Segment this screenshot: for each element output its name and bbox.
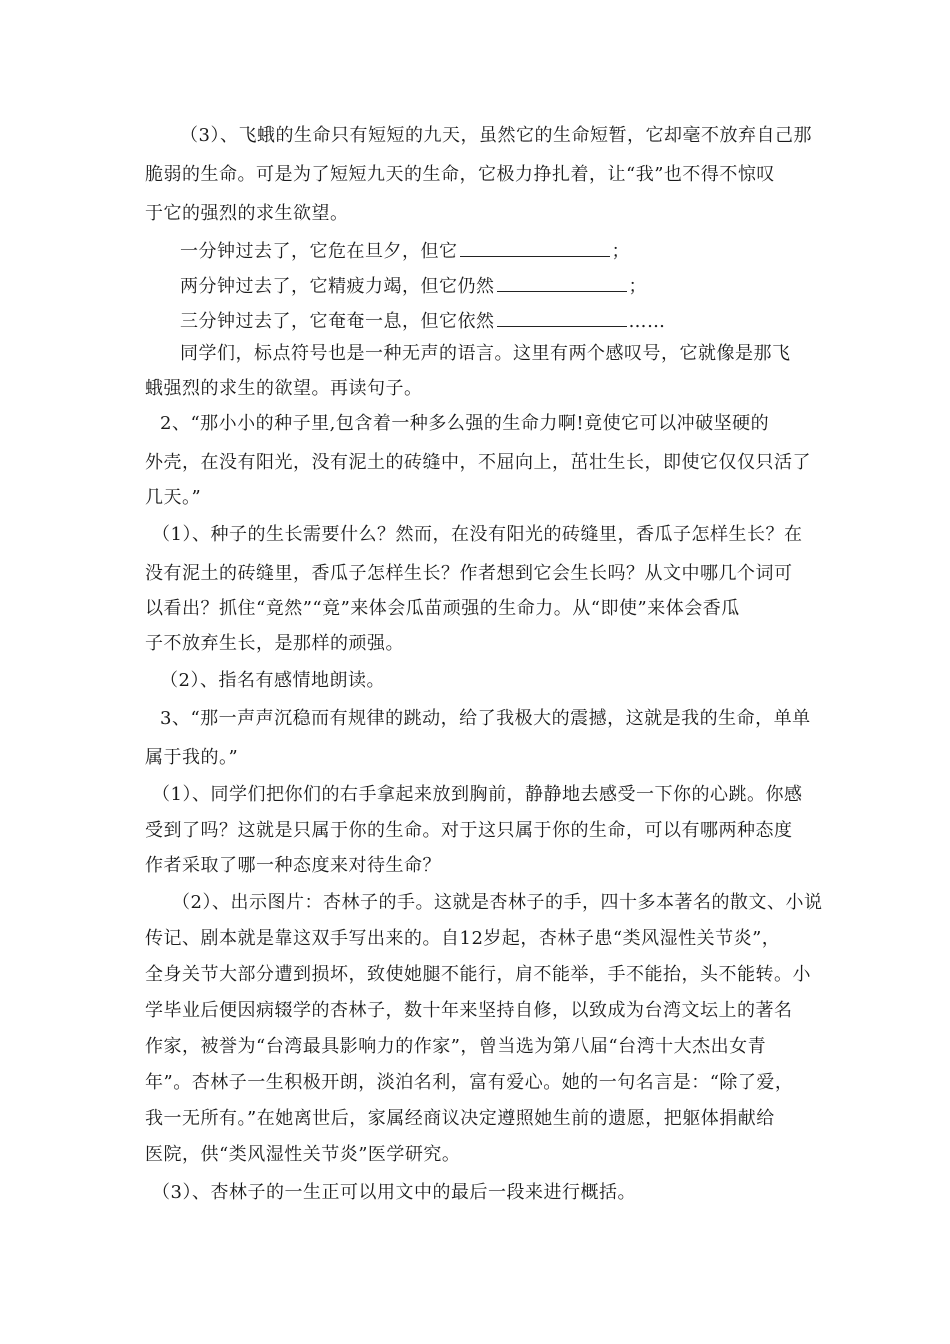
text-line: （3）、杏林子的一生正可以用文中的最后一段来进行概括。 [152,1182,636,1203]
text-line: 2、“那小小的种子里,包含着一种多么强的生命力啊!竟使它可以冲破坚硬的 [160,413,770,434]
text-line: 于它的强烈的求生欲望。 [145,203,349,224]
answer-blank[interactable] [460,238,610,257]
answer-blank[interactable] [497,273,627,292]
text-line: （2）、指名有感情地朗读。 [160,670,385,691]
text-line: 我一无所有。”在她离世后，家属经商议决定遵照她生前的遗愿，把躯体捐献给 [145,1108,775,1129]
text-fragment: ； [611,241,630,262]
answer-blank[interactable] [497,308,627,327]
text-line: 属于我的。” [145,747,239,768]
text-line: 几天。” [145,487,202,508]
text-fragment: 三分钟过去了，它奄奄一息，但它依然 [180,311,495,332]
text-line: 作者采取了哪一种态度来对待生命？ [145,855,441,876]
text-line: 外壳，在没有阳光，没有泥土的砖缝中，不屈向上，茁壮生长，即使它仅仅只活了 [145,452,811,473]
text-line: 医院，供“类风湿性关节炎”医学研究。 [145,1144,461,1165]
text-line: （1）、同学们把你们的右手拿起来放到胸前，静静地去感受一下你的心跳。你感 [152,784,803,805]
text-line: 作家，被誉为“台湾最具影响力的作家”，曾当选为第八届“台湾十大杰出女青 [145,1036,767,1057]
text-line: 脆弱的生命。可是为了短短九天的生命，它极力挣扎着，让“我”也不得不惊叹 [145,164,775,185]
text-fragment: 两分钟过去了，它精疲力竭，但它仍然 [180,276,495,297]
text-line: 传记、剧本就是靠这双手写出来的。自12岁起，杏林子患“类风湿性关节炎”， [145,928,781,949]
text-fragment: ； [628,276,647,297]
text-fragment: …… [628,311,666,332]
text-line: 年”。杏林子一生积极开朗，淡泊名利，富有爱心。她的一句名言是：“除了爱， [145,1072,794,1093]
fill-in-line-3 [180,308,666,333]
text-line: 子不放弃生长，是那样的顽强。 [145,633,404,654]
text-fragment: 一分钟过去了，它危在旦夕，但它 [180,241,458,262]
text-line: 蛾强烈的求生的欲望。再读句子。 [145,378,423,399]
text-line: 以看出？抓住“竟然”“竟”来体会瓜苗顽强的生命力。从“即使”来体会香瓜 [145,598,740,619]
text-line: （2）、出示图片：杏林子的手。这就是杏林子的手，四十多本著名的散文、小说 [172,892,823,913]
fill-in-line-2 [180,273,647,298]
fill-in-line-1 [180,238,630,263]
text-line: （1）、种子的生长需要什么？然而，在没有阳光的砖缝里，香瓜子怎样生长？在 [152,524,803,545]
text-line: 同学们，标点符号也是一种无声的语言。这里有两个感叹号，它就像是那飞 [180,343,791,364]
text-line: 受到了吗？这就是只属于你的生命。对于这只属于你的生命，可以有哪两种态度 [145,820,793,841]
text-line: 全身关节大部分遭到损坏，致使她腿不能行，肩不能举，手不能抬，头不能转。小 [145,964,811,985]
text-line: 没有泥土的砖缝里，香瓜子怎样生长？作者想到它会生长吗？从文中哪几个词可 [145,563,793,584]
text-line: （3）、飞蛾的生命只有短短的九天，虽然它的生命短暂，它却毫不放弃自己那 [180,125,812,146]
text-line: 3、“那一声声沉稳而有规律的跳动，给了我极大的震撼，这就是我的生命，单单 [160,708,811,729]
text-line: 学毕业后便因病辍学的杏林子，数十年来坚持自修，以致成为台湾文坛上的著名 [145,1000,793,1021]
